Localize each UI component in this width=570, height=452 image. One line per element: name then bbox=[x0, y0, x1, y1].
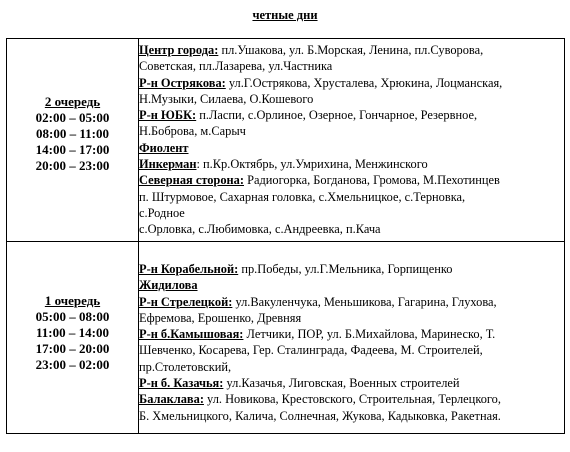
district-heading: Центр города: bbox=[139, 43, 219, 57]
district-line bbox=[139, 375, 564, 391]
district-line bbox=[139, 123, 564, 139]
district-streets: с.Орловка, с.Любимовка, с.Андреевка, п.Кача bbox=[139, 222, 381, 237]
time-slot: 02:00 – 05:00 bbox=[35, 110, 110, 125]
district-heading: Р-н ЮБК: bbox=[139, 108, 197, 123]
district-streets: ул.Г.Острякова, Хрусталева, Хрюкина, Лоцманская, bbox=[225, 75, 503, 90]
time-cell bbox=[7, 39, 139, 242]
schedule-body bbox=[7, 39, 565, 434]
district-heading: Инкерман bbox=[139, 157, 197, 172]
district-line bbox=[139, 140, 564, 156]
district-heading: Р-н Остряковa: bbox=[139, 75, 226, 90]
districts-cell bbox=[139, 39, 565, 242]
district-line bbox=[139, 342, 564, 358]
district-heading: Балаклава: bbox=[139, 392, 204, 407]
district-heading: Северная сторона: bbox=[139, 173, 244, 188]
district-streets: Советская, пл.Лазарева, ул.Частника bbox=[139, 59, 333, 74]
district-streets: Радиогорка, Богданова, Громова, М.Пехотинцев bbox=[243, 173, 500, 188]
district-line bbox=[139, 326, 564, 342]
district-line bbox=[139, 156, 564, 172]
district-streets: ул.Казачья, Лиговская, Военных строителей bbox=[223, 376, 460, 391]
district-line bbox=[139, 261, 564, 277]
district-streets: ул. Новикова, Крестовского, Строительная, Терлецкого, bbox=[203, 392, 501, 407]
queue-name: 1 очередь bbox=[44, 293, 101, 308]
schedule-table bbox=[6, 38, 565, 434]
time-slot: 17:00 – 20:00 bbox=[35, 341, 110, 356]
schedule-row bbox=[7, 39, 565, 242]
district-line bbox=[139, 189, 564, 205]
time-slot: 08:00 – 11:00 bbox=[36, 126, 109, 141]
district-line bbox=[139, 294, 564, 310]
district-line bbox=[139, 42, 564, 58]
district-streets: Летчики, ПОР, ул. Б.Михайлова, Маринеско, Т. bbox=[243, 327, 496, 342]
district-heading: Р-н Корабельной: bbox=[139, 262, 239, 276]
district-line bbox=[139, 205, 564, 221]
district-streets: пр.Столетовский, bbox=[139, 359, 232, 374]
district-streets: Шевченко, Косарева, Гер. Сталинграда, Фадеева, М. Строителей, bbox=[139, 343, 483, 358]
district-streets: п.Ласпи, с.Орлиное, Озерное, Гончарное, Резервное, bbox=[196, 108, 478, 123]
district-line bbox=[139, 107, 564, 123]
queue-name: 2 очередь bbox=[44, 94, 101, 109]
district-line bbox=[139, 75, 564, 91]
district-streets: пл.Ушакова, ул. Б.Морская, Ленина, пл.Суворова, bbox=[218, 43, 484, 57]
district-streets: пр.Победы, ул.Г.Мельника, Горпищенко bbox=[238, 262, 453, 276]
district-line bbox=[139, 91, 564, 107]
district-line bbox=[139, 408, 564, 424]
time-slot: 20:00 – 23:00 bbox=[35, 158, 110, 173]
time-cell bbox=[7, 242, 139, 434]
time-slot: 11:00 – 14:00 bbox=[36, 325, 109, 340]
time-slot: 05:00 – 08:00 bbox=[35, 309, 110, 324]
district-line bbox=[139, 277, 564, 293]
district-line bbox=[139, 391, 564, 407]
time-slot: 23:00 – 02:00 bbox=[35, 357, 110, 372]
district-streets: : п.Кр.Октябрь, ул.Умрихина, Менжинского bbox=[196, 157, 428, 172]
time-slot: 14:00 – 17:00 bbox=[35, 142, 110, 157]
district-streets: Ефремова, Ерошенко, Древняя bbox=[139, 310, 302, 325]
district-line bbox=[139, 172, 564, 188]
district-streets: Б. Хмельницкого, Калича, Солнечная, Жукова, Кадыковка, Ракетная. bbox=[139, 408, 501, 423]
district-line bbox=[139, 58, 564, 74]
districts-cell bbox=[139, 242, 565, 434]
district-heading: Р-н б. Казачья: bbox=[139, 376, 224, 391]
district-streets: Н.Музыки, Силаева, О.Кошевого bbox=[139, 91, 314, 106]
page-title: четные дни bbox=[252, 8, 318, 22]
district-streets: с.Родное bbox=[139, 205, 185, 220]
schedule-row bbox=[7, 242, 565, 434]
district-line bbox=[139, 359, 564, 375]
district-heading: Фиолент bbox=[139, 140, 189, 155]
district-heading: Р-н б.Камышовая: bbox=[139, 327, 244, 342]
district-streets: п. Штурмовое, Сахарная головка, с.Хмельницкое, с.Терновка, bbox=[139, 189, 466, 204]
district-streets: Н.Боброва, м.Сарыч bbox=[139, 124, 246, 139]
district-streets: ул.Вакуленчука, Меньшикова, Гагарина, Глухова, bbox=[232, 294, 497, 309]
district-line bbox=[139, 310, 564, 326]
district-heading: Жидилова bbox=[139, 278, 198, 293]
district-heading: Р-н Стрелецкой: bbox=[139, 294, 233, 309]
district-line bbox=[139, 221, 564, 237]
